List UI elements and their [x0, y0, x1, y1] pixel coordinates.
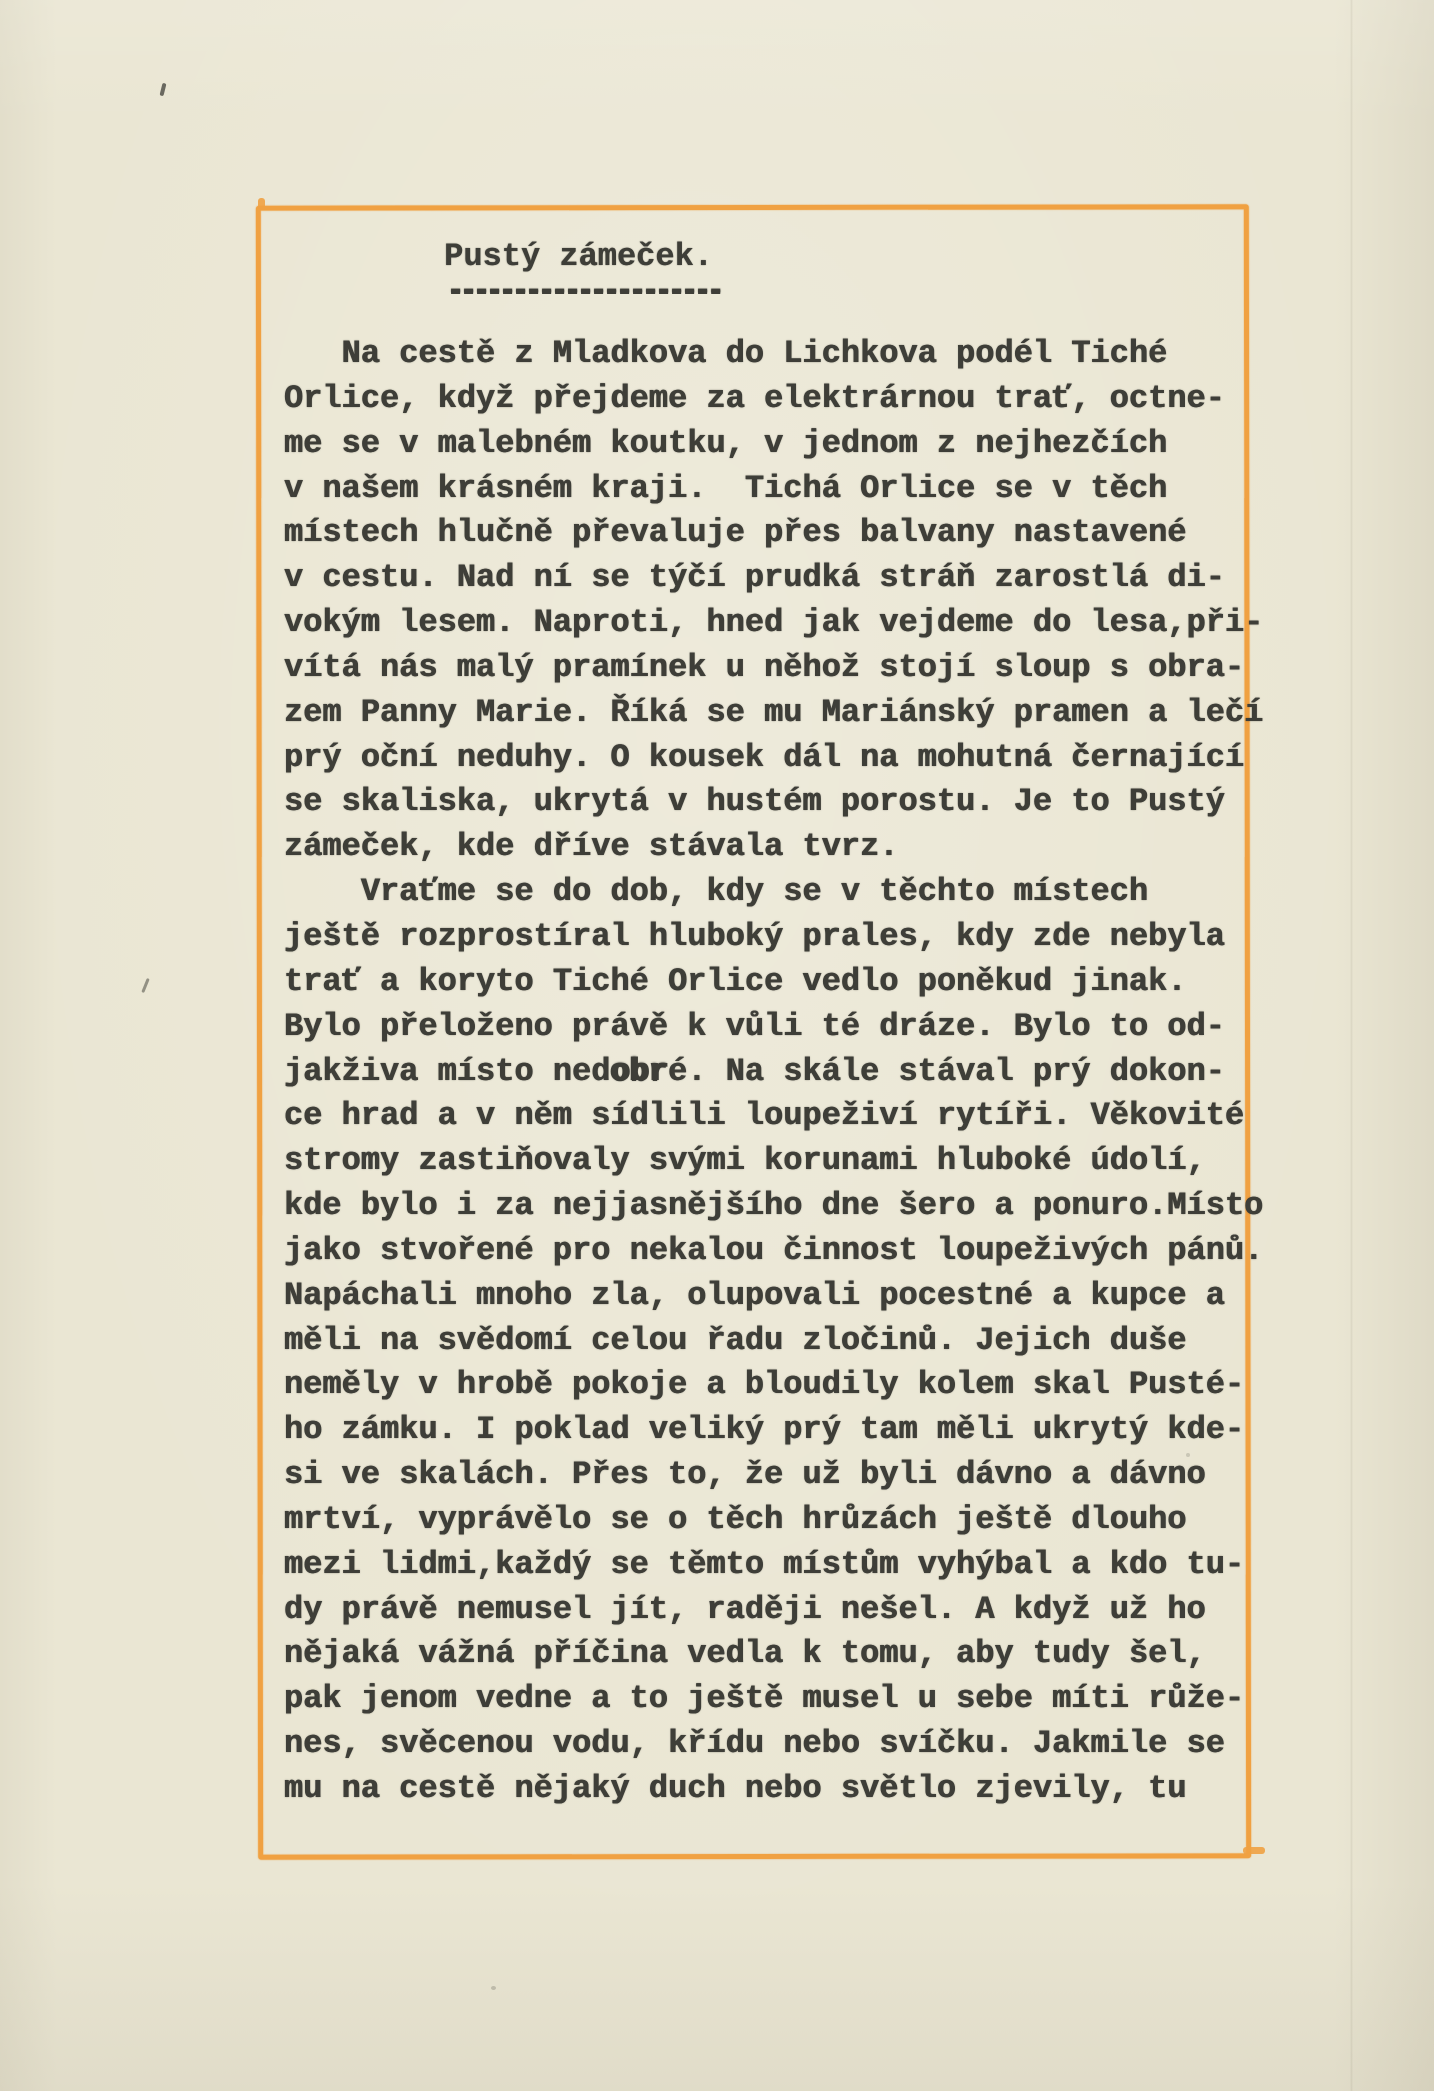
ink-speck: [159, 83, 166, 97]
text-line: mu na cestě nějaký duch nebo světlo zjevily, tu: [284, 1770, 1187, 1807]
text-line: se skaliska, ukrytá v hustém porostu. Je to Pustý: [284, 783, 1225, 821]
text-line: jakživa místo nedobré. Na skále stával prý dokon-: [284, 1052, 1225, 1090]
text-line: zem Panny Marie. Říká se mu Mariánský pramen a lečí: [284, 693, 1264, 731]
text-line: v našem krásném kraji. Tichá Orlice se v těch: [284, 469, 1168, 507]
typewritten-text: [284, 332, 1344, 1812]
text-line: místech hlučně převaluje přes balvany nastavené: [284, 514, 1187, 552]
document-title: Pustý zámeček.: [444, 238, 713, 275]
text-line: Orlice, když přejdeme za elektrárnou trať, octne-: [284, 379, 1225, 417]
text-line: vítá nás malý pramínek u něhož stojí sloup s obra-: [284, 648, 1245, 686]
text-line: Vraťme se do dob, kdy se v těchto místech: [284, 873, 1149, 911]
text-line: ho zámku. I poklad veliký prý tam měli ukrytý kde-: [284, 1411, 1245, 1449]
text-line: trať a koryto Tiché Orlice vedlo poněkud jinak.: [284, 962, 1187, 1000]
text-line: neměly v hrobě pokoje a bloudily kolem skal Pusté-: [284, 1366, 1245, 1404]
text-line: me se v malebném koutku, v jednom z nejhezčích: [284, 424, 1168, 462]
text-line: zámeček, kde dříve stávala tvrz.: [284, 828, 899, 866]
text-line: nějaká vážná příčina vedla k tomu, aby tudy šel,: [284, 1635, 1206, 1673]
text-line: měli na svědomí celou řadu zločinů. Jejich duše: [284, 1321, 1187, 1359]
text-line: nes, svěcenou vodu, křídu nebo svíčku. Jakmile se: [284, 1725, 1225, 1763]
border-overshoot-bottom-right: [1243, 1847, 1265, 1854]
border-overshoot-top-left: [258, 198, 265, 210]
paper-crease: [1350, 0, 1353, 2091]
text-line: si ve skalách. Přes to, že už byli dávno a dávno: [284, 1456, 1206, 1494]
text-line: ještě rozprostíral hluboký prales, kdy zde nebyla: [284, 917, 1225, 955]
text-line: ce hrad a v něm sídlili loupeživí rytíři. Věkovité: [284, 1097, 1245, 1135]
text-line: v cestu. Nad ní se týčí prudká stráň zarostlá di-: [284, 559, 1225, 597]
text-line: kde bylo i za nejjasnějšího dne šero a ponuro.Místo: [284, 1187, 1264, 1225]
text-line: mrtví, vyprávělo se o těch hrůzách ještě dlouho: [284, 1500, 1187, 1538]
ink-speck: [491, 1986, 496, 1990]
text-line: mezi lidmi,každý se těmto místům vyhýbal a kdo tu-: [284, 1545, 1245, 1583]
text-line: stromy zastiňovaly svými korunami hluboké údolí,: [284, 1142, 1206, 1180]
title-underline: ---------------------: [446, 272, 720, 309]
ink-speck: [1186, 1453, 1190, 1457]
text-line: Napáchali mnoho zla, olupovali pocestné a kupce a: [284, 1276, 1225, 1314]
text-line: Na cestě z Mladkova do Lichkova podél Tiché: [284, 335, 1168, 372]
overstruck-characters: obr: [610, 1052, 669, 1090]
ink-speck: [141, 978, 149, 993]
text-line: prý oční neduhy. O kousek dál na mohutná černající: [284, 738, 1245, 776]
text-line: pak jenom vedne a to ještě musel u sebe míti růže-: [284, 1680, 1245, 1718]
text-line: vokým lesem. Naproti, hned jak vejdeme do lesa,při-: [284, 604, 1264, 642]
text-line: Bylo přeloženo právě k vůli té dráze. Bylo to od-: [284, 1007, 1225, 1045]
text-line: jako stvořené pro nekalou činnost loupeživých pánů.: [284, 1231, 1264, 1269]
text-line: dy právě nemusel jít, raději nešel. A když už ho: [284, 1590, 1206, 1628]
